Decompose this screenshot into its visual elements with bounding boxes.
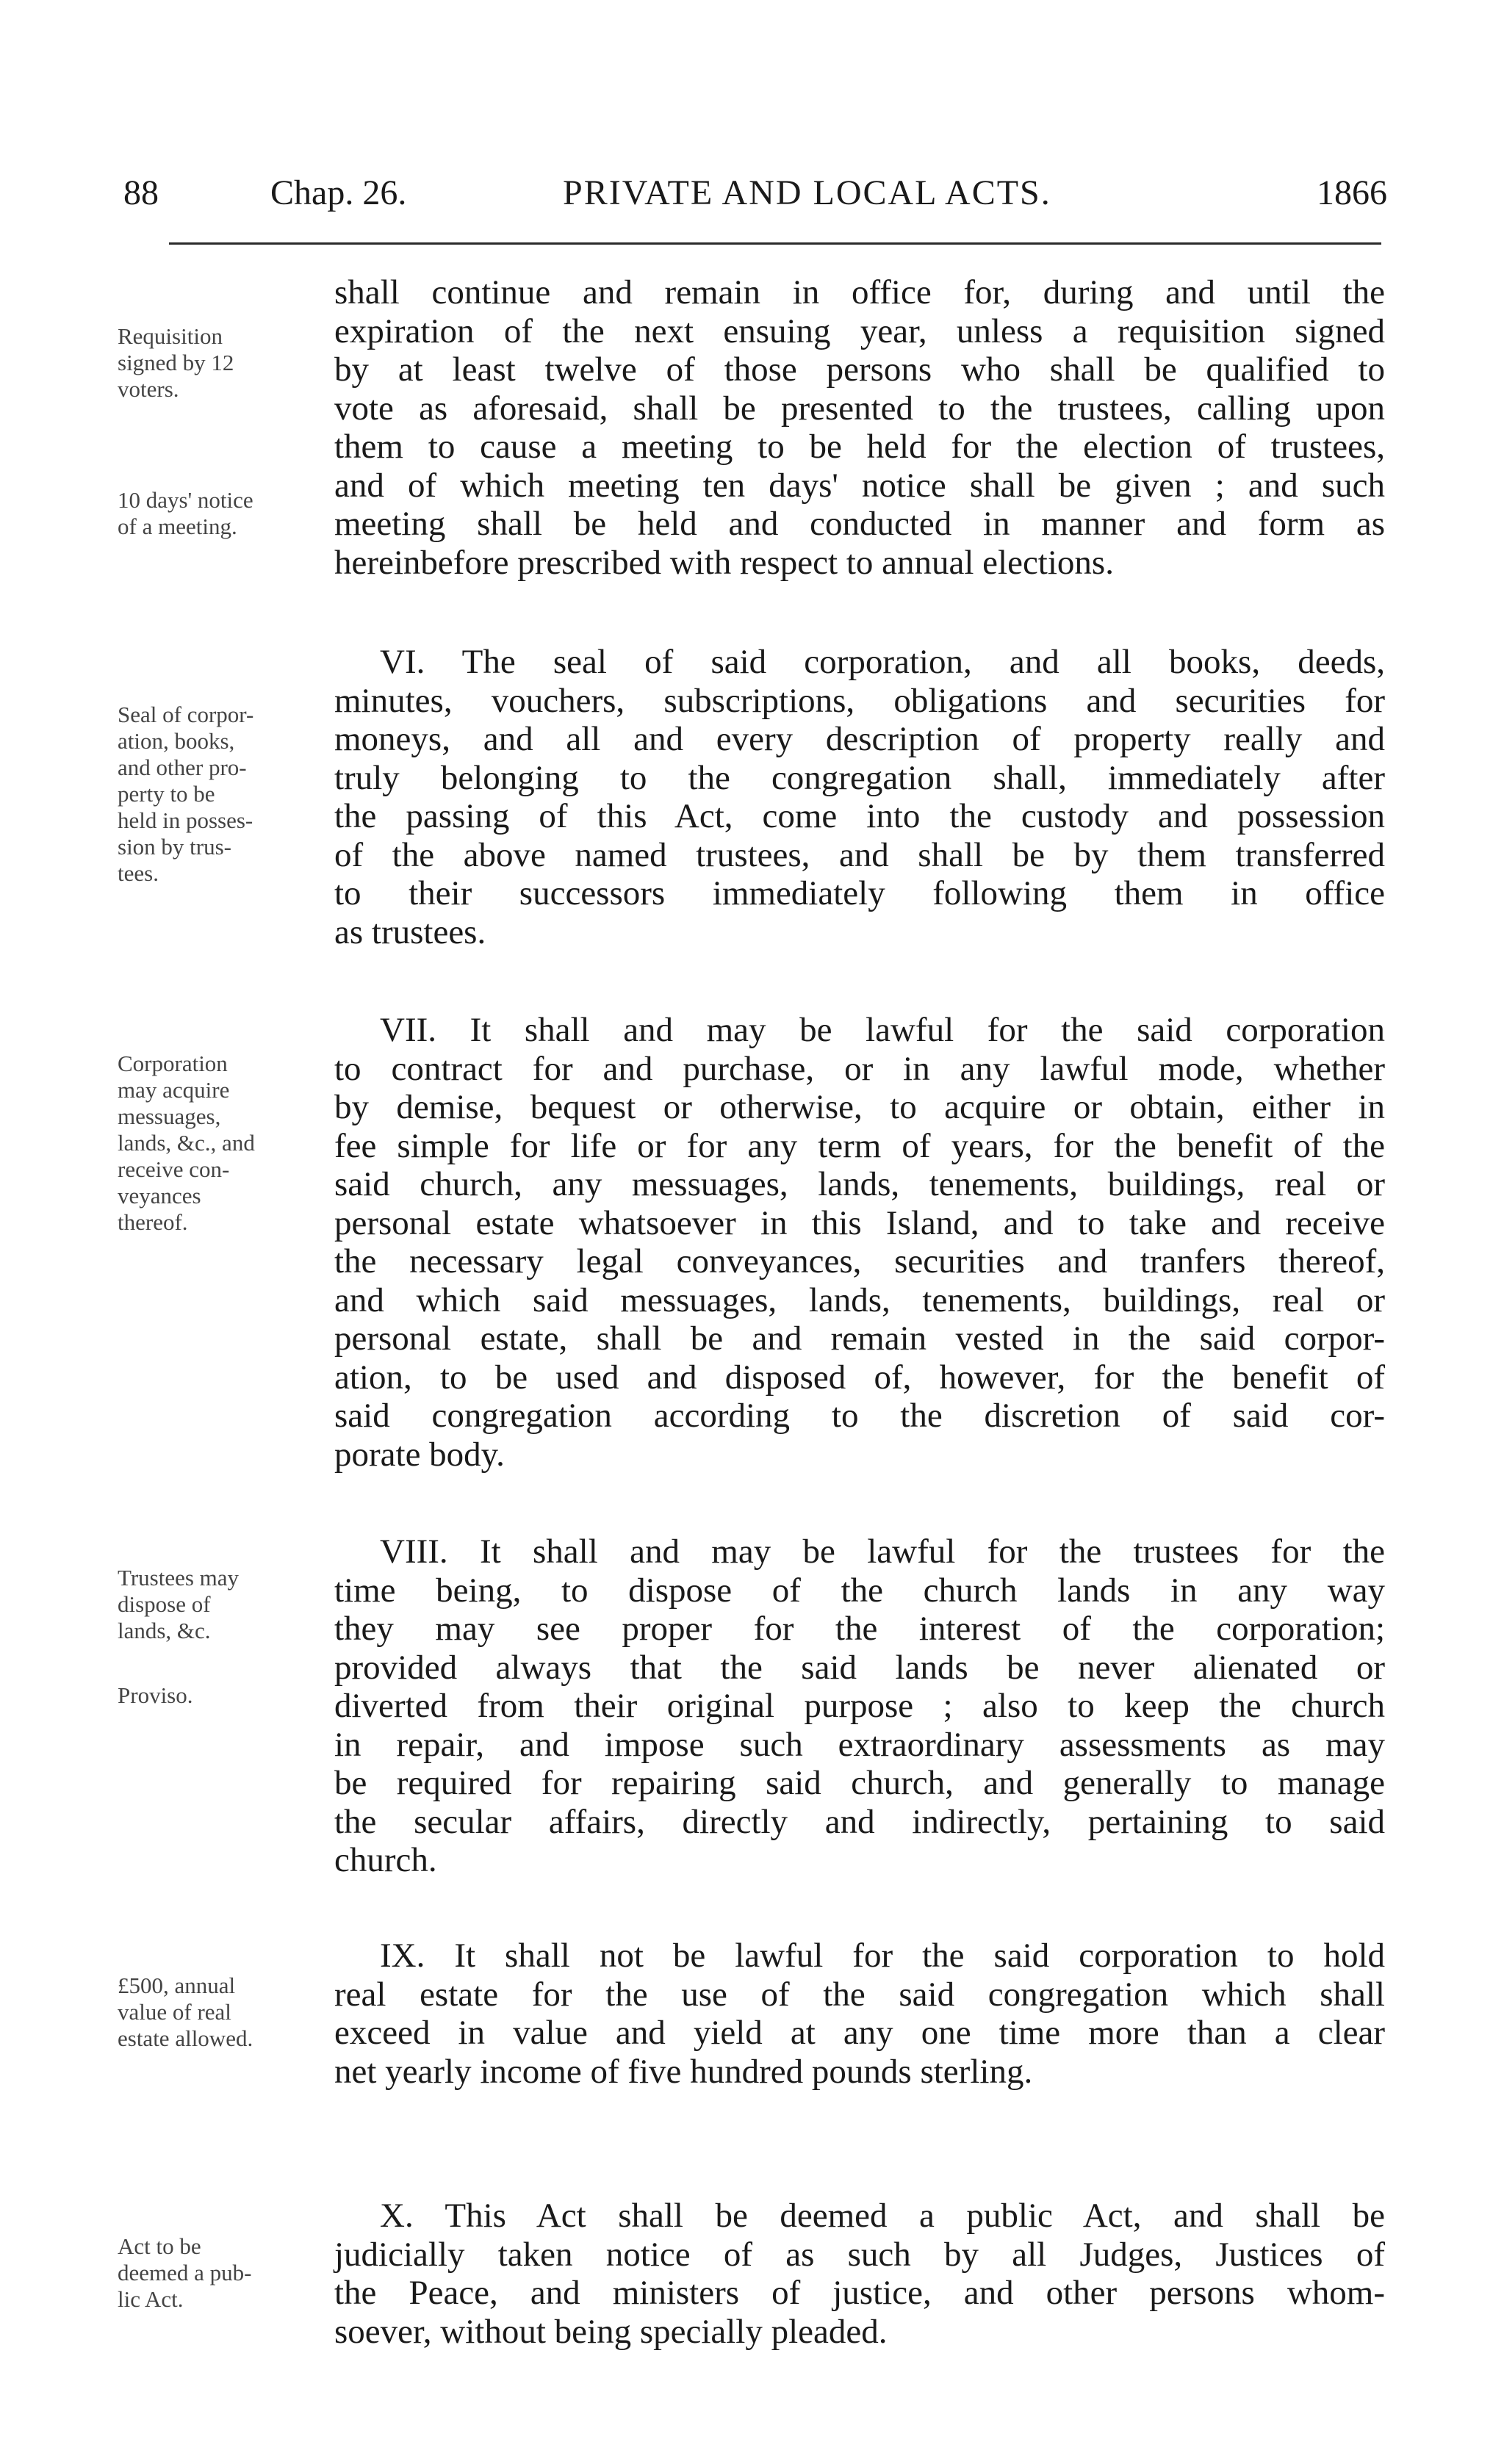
margin-note-corporation [118, 1051, 331, 1236]
text-line: by demise, bequest or otherwise, to acquire or obtain, either in [334, 1088, 1385, 1126]
text-line: and of which meeting ten days' notice shall be given ; and such [334, 466, 1385, 505]
text-line: fee simple for life or for any term of years, for the benefit of the [334, 1126, 1385, 1165]
margin-note-seal [118, 702, 331, 887]
margin-note-line: held in posses- [118, 807, 253, 833]
text-line: hereinbefore prescribed with respect to annual elections. [334, 543, 1114, 582]
margin-note-line: voters. [118, 376, 179, 402]
text-line: the Peace, and ministers of justice, and other persons whom- [334, 2274, 1385, 2312]
text-line: expiration of the next ensuing year, unless a requisition signed [334, 311, 1385, 350]
text-line: vote as aforesaid, shall be presented to the trustees, calling upon [334, 389, 1385, 428]
margin-note-line: veyances [118, 1183, 201, 1208]
margin-note-line: lands, &c., and [118, 1130, 255, 1156]
margin-note-line: lic Act. [118, 2286, 184, 2312]
margin-note-line: value of real [118, 1999, 231, 2025]
text-line: judicially taken notice of as such by all Judges, Justices of [334, 2235, 1385, 2274]
section-ix [334, 1937, 1385, 2091]
margin-note-line: £500, annual [118, 1973, 236, 1998]
text-line: VI. The seal of said corporation, and all books, deeds, [380, 643, 1385, 681]
text-line: VII. It shall and may be lawful for the said corporation [380, 1011, 1385, 1049]
margin-note-line: Proviso. [118, 1682, 193, 1708]
margin-note-line: receive con- [118, 1156, 230, 1182]
text-line: the necessary legal conveyances, securities and tranfers thereof, [334, 1242, 1385, 1280]
margin-note-line: Seal of corpor- [118, 702, 254, 727]
text-line: IX. It shall not be lawful for the said corporation to hold [380, 1937, 1385, 1975]
margin-note-line: dispose of [118, 1591, 211, 1617]
text-line: and which said messuages, lands, tenements, buildings, real or [334, 1280, 1385, 1319]
margin-note-line: lands, &c. [118, 1618, 211, 1643]
text-line: X. This Act shall be deemed a public Act, and shall be [380, 2197, 1385, 2235]
margin-note-line: perty to be [118, 781, 215, 807]
margin-note-line: Act to be [118, 2233, 201, 2259]
text-line: said church, any messuages, lands, tenements, buildings, real or [334, 1165, 1385, 1203]
text-line: church. [334, 1841, 437, 1879]
text-line: provided always that the said lands be never alienated or [334, 1648, 1385, 1687]
year-label: 1866 [1317, 173, 1387, 212]
margin-note-line: and other pro- [118, 754, 247, 780]
text-line: shall continue and remain in office for, during and until the [334, 273, 1385, 311]
margin-note-line: signed by 12 [118, 350, 234, 375]
margin-note-real-estate [118, 1973, 331, 2052]
margin-note-line: estate allowed. [118, 2025, 253, 2051]
text-line: ation, to be used and disposed of, however, for the benefit of [334, 1358, 1385, 1397]
margin-note-line: may acquire [118, 1077, 230, 1103]
margin-note-line: sion by trus- [118, 834, 231, 860]
text-line: personal estate whatsoever in this Island, and to take and receive [334, 1203, 1385, 1242]
text-line: the passing of this Act, come into the custody and possession [334, 797, 1385, 835]
margin-note-proviso [118, 1682, 331, 1709]
text-line: soever, without being specially pleaded. [334, 2312, 888, 2351]
margin-note-trustees [118, 1565, 331, 1644]
header-rule [169, 242, 1381, 245]
text-line: them to cause a meeting to be held for the election of trustees, [334, 428, 1385, 466]
text-line: said congregation according to the discretion of said cor- [334, 1397, 1385, 1435]
text-line: to their successors immediately following them in office [334, 874, 1385, 912]
margin-note-line: 10 days' notice [118, 487, 253, 513]
text-line: personal estate, shall be and remain vested in the said corpor- [334, 1319, 1385, 1358]
margin-note-line: Trustees may [118, 1565, 240, 1591]
text-line: moneys, and all and every description of property really and [334, 720, 1385, 758]
margin-note-line: ation, books, [118, 728, 235, 754]
running-header [123, 167, 1387, 219]
text-line: real estate for the use of the said congregation which shall [334, 1975, 1385, 2014]
text-line: time being, to dispose of the church lands in any way [334, 1571, 1385, 1610]
text-line: VIII. It shall and may be lawful for the trustees for the [380, 1532, 1385, 1571]
section-continuation [334, 273, 1385, 582]
text-line: the secular affairs, directly and indirectly, pertaining to said [334, 1802, 1385, 1841]
margin-note-line: Requisition [118, 323, 223, 349]
text-line: by at least twelve of those persons who shall be qualified to [334, 350, 1385, 389]
text-line: to contract for and purchase, or in any lawful mode, whether [334, 1049, 1385, 1088]
margin-note-line: Corporation [118, 1051, 228, 1076]
chapter-label: Chap. 26. [270, 173, 407, 212]
text-line: as trustees. [334, 912, 486, 951]
text-line: in repair, and impose such extraordinary assessments as may [334, 1725, 1385, 1764]
section-x [334, 2197, 1385, 2351]
text-line: minutes, vouchers, subscriptions, obligations and securities for [334, 681, 1385, 720]
margin-note-line: messuages, [118, 1103, 221, 1129]
text-line: be required for repairing said church, and generally to manage [334, 1764, 1385, 1802]
text-line: meeting shall be held and conducted in manner and form as [334, 505, 1385, 543]
text-line: diverted from their original purpose ; also to keep the church [334, 1687, 1385, 1725]
text-line: of the above named trustees, and shall be by them transferred [334, 835, 1385, 874]
margin-note-requisition [118, 323, 331, 403]
text-line: exceed in value and yield at any one time more than a clear [334, 2014, 1385, 2052]
section-vi [334, 643, 1385, 951]
text-line: porate body. [334, 1435, 505, 1474]
margin-note-line: deemed a pub- [118, 2260, 252, 2285]
margin-note-line: tees. [118, 860, 159, 886]
margin-note-notice [118, 487, 331, 540]
text-line: truly belonging to the congregation shall, immediately after [334, 758, 1385, 797]
text-line: net yearly income of five hundred pounds sterling. [334, 2052, 1033, 2091]
section-vii [334, 1011, 1385, 1474]
section-viii [334, 1532, 1385, 1880]
margin-note-public-act [118, 2233, 331, 2313]
page-number: 88 [123, 173, 159, 212]
running-title: PRIVATE AND LOCAL ACTS. [563, 173, 1051, 212]
text-line: they may see proper for the interest of the corporation; [334, 1610, 1385, 1648]
margin-note-line: of a meeting. [118, 514, 237, 539]
margin-note-line: thereof. [118, 1209, 188, 1235]
